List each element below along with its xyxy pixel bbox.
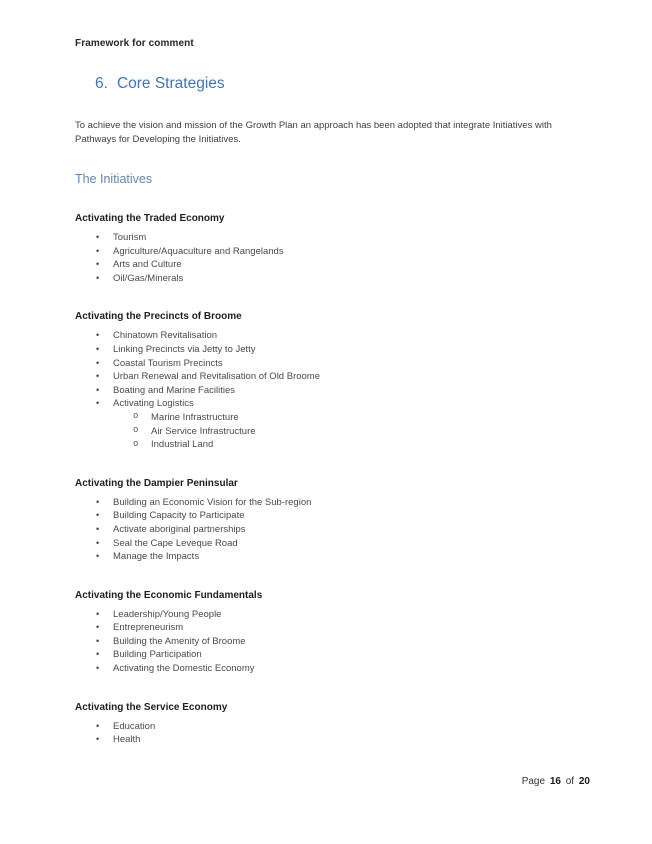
page-title xyxy=(95,75,590,93)
bullet-icon: • xyxy=(96,232,100,242)
list-item xyxy=(75,621,590,635)
list-item-label: Leadership/Young People xyxy=(113,608,222,620)
section-title: Activating the Traded Economy xyxy=(75,213,225,224)
list-item xyxy=(75,370,590,384)
sub-bullet-icon: o xyxy=(133,411,139,422)
bullet-icon: • xyxy=(96,245,100,256)
section-title: Activating the Dampier Peninsular xyxy=(75,477,238,489)
page-footer xyxy=(522,776,590,787)
list-item xyxy=(75,329,590,343)
list-item-label: Urban Renewal and Revitalisation of Old Broome xyxy=(113,371,320,383)
list-item xyxy=(75,496,590,510)
bullet-icon: • xyxy=(96,330,100,341)
list-item-label: Building Capacity to Participate xyxy=(113,510,245,522)
sub-list-item-label: Air Service Infrastructure xyxy=(151,425,256,437)
list-item-label: Tourism xyxy=(113,232,147,243)
intro-paragraph: To achieve the vision and mission of the Growth Plan an approach has been adopted that integrate Initiatives with Pathways for Developing the Initiatives. xyxy=(75,120,552,145)
list-item-label: Seal the Cape Leveque Road xyxy=(113,537,238,549)
sub-list-item-label: Marine Infrastructure xyxy=(151,411,239,423)
list-item xyxy=(75,733,590,747)
section-title: Activating the Economic Fundamentals xyxy=(75,589,263,601)
footer-of-label: of xyxy=(565,776,575,787)
list-item-label: Linking Precincts via Jetty to Jetty xyxy=(113,343,256,355)
document-header-text: Framework for comment xyxy=(75,38,194,49)
bullet-list xyxy=(75,720,590,747)
list-item-label: Entrepreneurism xyxy=(113,622,184,634)
list-item xyxy=(75,720,590,734)
bullet-icon: • xyxy=(96,622,100,633)
strategy-section xyxy=(75,702,590,747)
bullet-icon: • xyxy=(96,398,100,409)
list-item-label: Building the Amenity of Broome xyxy=(113,635,246,647)
sub-list-item xyxy=(113,411,590,425)
bullet-icon: • xyxy=(96,343,100,354)
list-item-label: Activating the Domestic Economy xyxy=(113,663,255,675)
list-item-label: Activate aboriginal partnerships xyxy=(113,523,246,535)
list-item xyxy=(75,509,590,523)
section-title: Activating the Precincts of Broome xyxy=(75,311,242,323)
list-item-label: Agriculture/Aquaculture and Rangelands xyxy=(113,245,284,257)
bullet-icon: • xyxy=(96,510,100,521)
list-item xyxy=(75,245,590,259)
bullet-icon: • xyxy=(96,635,100,646)
heading-number: 6. xyxy=(95,75,108,92)
list-item-label: Education xyxy=(113,720,156,732)
list-item xyxy=(75,384,590,398)
bullet-icon: • xyxy=(96,734,100,745)
footer-current-page: 16 xyxy=(549,776,561,787)
list-item-label: Activating Logistics xyxy=(113,398,194,410)
bullet-icon: • xyxy=(96,259,100,270)
bullet-list xyxy=(75,231,590,285)
subheading-the-initiatives: The Initiatives xyxy=(75,172,153,186)
list-item xyxy=(75,343,590,357)
bullet-icon: • xyxy=(96,371,100,382)
list-item xyxy=(75,635,590,649)
list-item xyxy=(75,537,590,551)
bullet-list xyxy=(75,496,590,564)
sub-list-item xyxy=(113,438,590,452)
bullet-icon: • xyxy=(96,649,100,660)
strategy-section xyxy=(75,311,590,451)
strategy-section xyxy=(75,478,590,564)
list-item xyxy=(75,231,590,245)
heading-text: Core Strategies xyxy=(116,75,225,92)
bullet-icon: • xyxy=(96,496,100,507)
list-item xyxy=(75,357,590,371)
sub-bullet-icon: o xyxy=(133,425,139,436)
list-item-label: Coastal Tourism Precincts xyxy=(113,357,223,369)
list-item xyxy=(75,397,590,451)
bullet-list xyxy=(75,329,590,451)
bullet-icon: • xyxy=(96,357,100,368)
sections xyxy=(75,213,590,747)
section-title: Activating the Service Economy xyxy=(75,701,228,713)
bullet-icon: • xyxy=(96,663,100,674)
bullet-icon: • xyxy=(96,272,100,283)
list-item-label: Oil/Gas/Minerals xyxy=(113,272,184,284)
list-item-label: Building an Economic Vision for the Sub-region xyxy=(113,496,312,508)
list-item-label: Manage the Impacts xyxy=(113,551,200,563)
list-item xyxy=(75,272,590,286)
list-item-label: Health xyxy=(113,734,141,746)
list-item xyxy=(75,258,590,272)
bullet-icon: • xyxy=(96,537,100,548)
bullet-list xyxy=(75,608,590,676)
strategy-section xyxy=(75,590,590,676)
list-item xyxy=(75,523,590,537)
sub-bullet-icon: o xyxy=(133,438,139,449)
strategy-section xyxy=(75,213,590,285)
sub-bullet-list xyxy=(113,411,590,452)
bullet-icon: • xyxy=(96,384,100,395)
list-item-label: Arts and Culture xyxy=(113,259,182,271)
list-item xyxy=(75,648,590,662)
footer-total-pages: 20 xyxy=(578,776,590,787)
bullet-icon: • xyxy=(96,720,100,731)
list-item-label: Chinatown Revitalisation xyxy=(113,330,218,342)
footer-page-label: Page xyxy=(521,776,546,787)
list-item-label: Building Participation xyxy=(113,649,202,661)
list-item xyxy=(75,608,590,622)
list-item-label: Boating and Marine Facilities xyxy=(113,384,235,396)
list-item xyxy=(75,550,590,564)
list-item xyxy=(75,662,590,676)
bullet-icon: • xyxy=(96,608,100,619)
sub-list-item-label: Industrial Land xyxy=(151,439,214,451)
bullet-icon: • xyxy=(96,523,100,534)
sub-list-item xyxy=(113,425,590,439)
bullet-icon: • xyxy=(96,551,100,562)
